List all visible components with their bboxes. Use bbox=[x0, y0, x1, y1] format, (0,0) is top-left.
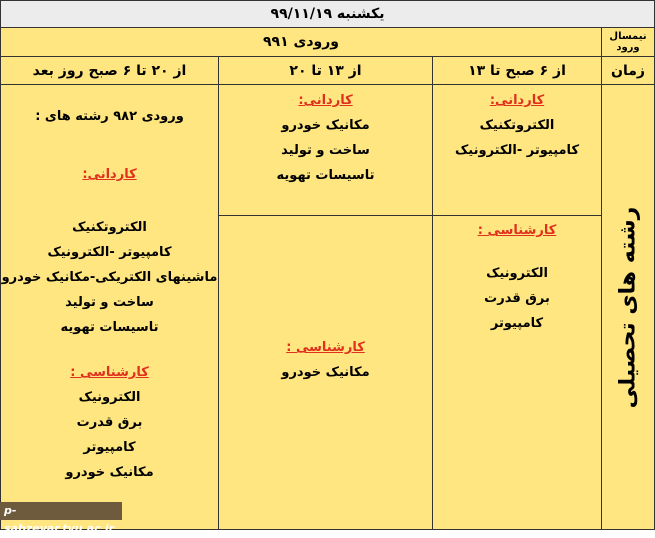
major-item: کامپیوتر -الکترونیک bbox=[454, 143, 579, 158]
major-item: الکترونیک bbox=[486, 266, 548, 281]
row-label bbox=[600, 84, 655, 530]
slot1-bottom-block bbox=[432, 218, 602, 336]
time-slot-label: از ۶ صبح تا ۱۳ bbox=[468, 62, 566, 79]
karshenasi-heading: کارشناسی : bbox=[477, 223, 557, 238]
entry-text: ورودی ۹۹۱ bbox=[263, 34, 339, 50]
major-item: کامپیوتر bbox=[83, 440, 136, 455]
karshenasi-heading: کارشناسی : bbox=[286, 340, 365, 355]
kardani-heading: کاردانی: bbox=[82, 167, 137, 182]
entry-header bbox=[0, 27, 602, 57]
slot2-top-block bbox=[218, 88, 433, 188]
major-item: تاسیسات تهویه bbox=[60, 320, 159, 335]
time-label: زمان bbox=[611, 62, 645, 79]
time-slot-label: از ۲۰ تا ۶ صبح روز بعد bbox=[32, 62, 187, 79]
major-item: کامپیوتر -الکترونیک bbox=[47, 245, 172, 260]
date-header bbox=[0, 0, 655, 28]
kardani-heading: کاردانی: bbox=[489, 93, 545, 108]
major-item: مکانیک خودرو bbox=[281, 365, 370, 380]
major-item: تاسیسات تهویه bbox=[276, 168, 375, 183]
major-item: ساخت و تولید bbox=[65, 295, 154, 310]
slot3-intro: ورودی ۹۸۲ رشته های : bbox=[35, 109, 184, 124]
kardani-heading: کاردانی: bbox=[298, 93, 353, 108]
major-item: مکانیک خودرو bbox=[65, 465, 154, 480]
row-label-text: رشته های تحصیلی bbox=[615, 206, 641, 408]
major-item: ساخت و تولید bbox=[281, 143, 370, 158]
slot2-bottom-block bbox=[218, 335, 433, 385]
time-slot-2 bbox=[218, 56, 433, 85]
major-item: مکانیک خودرو bbox=[281, 118, 370, 133]
date-text: یکشنبه ۹۹/۱۱/۱۹ bbox=[270, 6, 385, 22]
time-slot-label: از ۱۳ تا ۲۰ bbox=[289, 62, 362, 79]
major-item: الکترونیک bbox=[78, 390, 141, 405]
major-item: الکتروتکنیک bbox=[72, 220, 147, 235]
semester-label: نیمسال ورود bbox=[609, 31, 647, 53]
watermark: p-sabzevar.tvu.ac.ir bbox=[0, 502, 122, 520]
slot1-top-block bbox=[432, 88, 602, 163]
time-slot-1 bbox=[432, 56, 602, 85]
major-item: برق قدرت bbox=[76, 415, 143, 430]
time-slot-3 bbox=[0, 56, 219, 85]
semester-label-cell bbox=[601, 27, 655, 57]
major-item: برق قدرت bbox=[484, 291, 550, 306]
major-item: الکتروتکنیک bbox=[479, 118, 555, 133]
slot3-block bbox=[0, 104, 219, 485]
karshenasi-heading: کارشناسی : bbox=[70, 365, 149, 380]
major-item: کامپیوتر bbox=[490, 316, 544, 331]
major-item: ماشینهای الکتریکی-مکانیک خودرو bbox=[1, 270, 218, 285]
time-label-cell bbox=[601, 56, 655, 85]
